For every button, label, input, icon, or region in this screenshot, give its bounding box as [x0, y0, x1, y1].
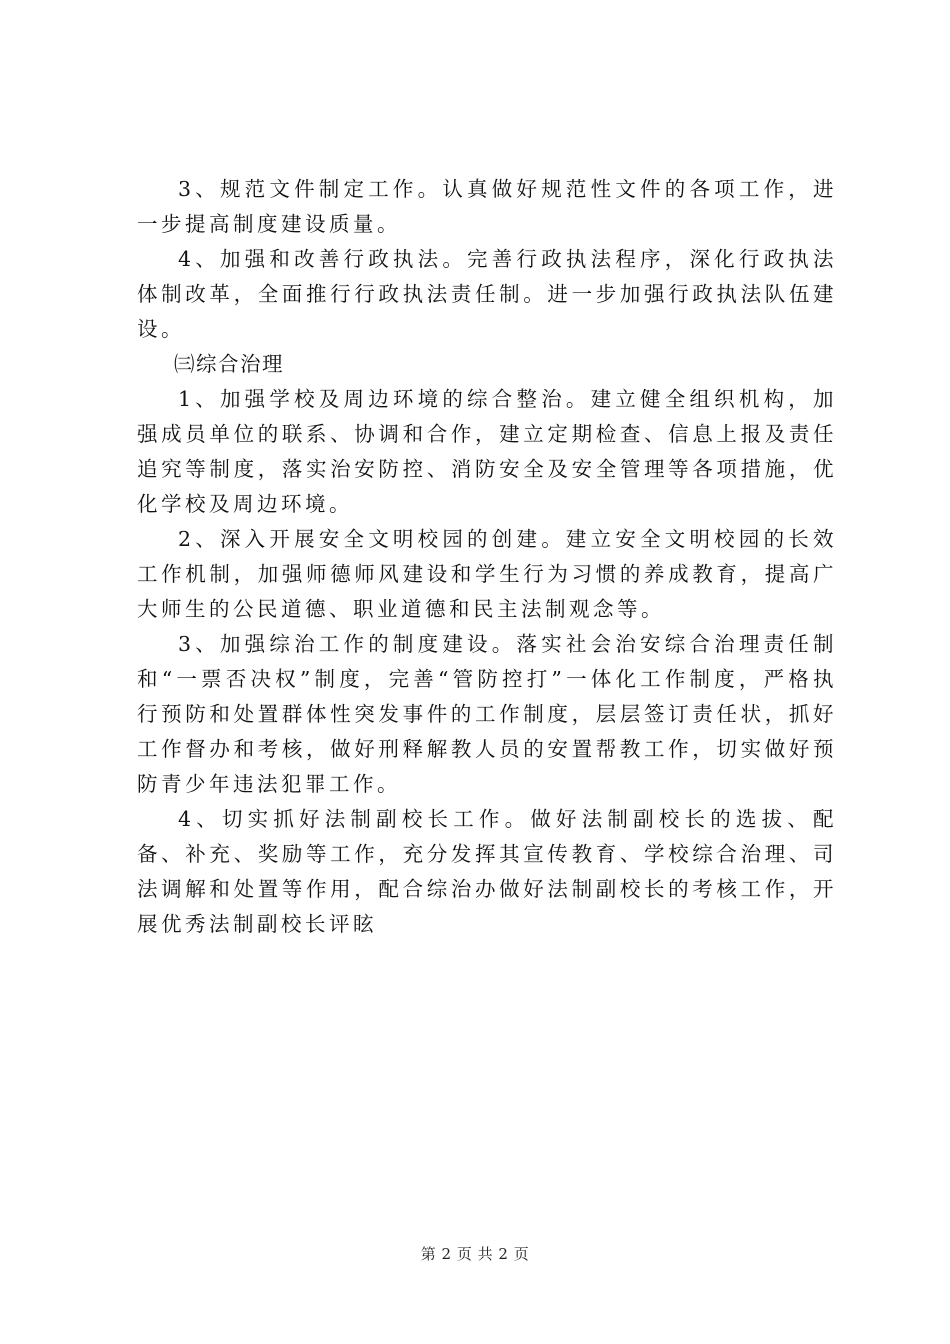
- paragraph-governance-system: 3、加强综治工作的制度建设。落实社会治安综合治理责任制和“一票否决权”制度，完善“管防控打”一体化工作制度，严格执行预防和处置群体性突发事件的工作制度，层层签订责任状，抓好工作督办和考核，做好刑释解教人员的安置帮教工作，切实做好预防青少年违法犯罪工作。: [137, 632, 837, 796]
- paragraph-legal-vice-principal: 4、切实抓好法制副校长工作。做好法制副校长的选拔、配备、补充、奖励等工作，充分发挥其宣传教育、学校综合治理、司法调解和处置等作用，配合综治办做好法制副校长的考核工作，开展优秀法制副校长评眩: [137, 807, 837, 936]
- page-number-footer: 第 2 页 共 2 页: [420, 1245, 530, 1263]
- paragraph-administrative-enforcement: 4、加强和改善行政执法。完善行政执法程序，深化行政执法体制改革，全面推行行政执法责任制。进一步加强行政执法队伍建设。: [137, 247, 837, 341]
- paragraph-regulatory-documents: 3、规范文件制定工作。认真做好规范性文件的各项工作，进一步提高制度建设质量。: [137, 177, 837, 236]
- paragraph-school-environment: 1、加强学校及周边环境的综合整治。建立健全组织机构，加强成员单位的联系、协调和合作，建立定期检查、信息上报及责任追究等制度，落实治安防控、消防安全及安全管理等各项措施，优化学校及周边环境。: [137, 387, 837, 516]
- document-body: [137, 172, 837, 942]
- paragraph-safe-campus: 2、深入开展安全文明校园的创建。建立安全文明校园的长效工作机制，加强师德师风建设和学生行为习惯的养成教育，提高广大师生的公民道德、职业道德和民主法制观念等。: [137, 527, 837, 621]
- section-heading-comprehensive-governance: ㈢综合治理: [174, 352, 284, 376]
